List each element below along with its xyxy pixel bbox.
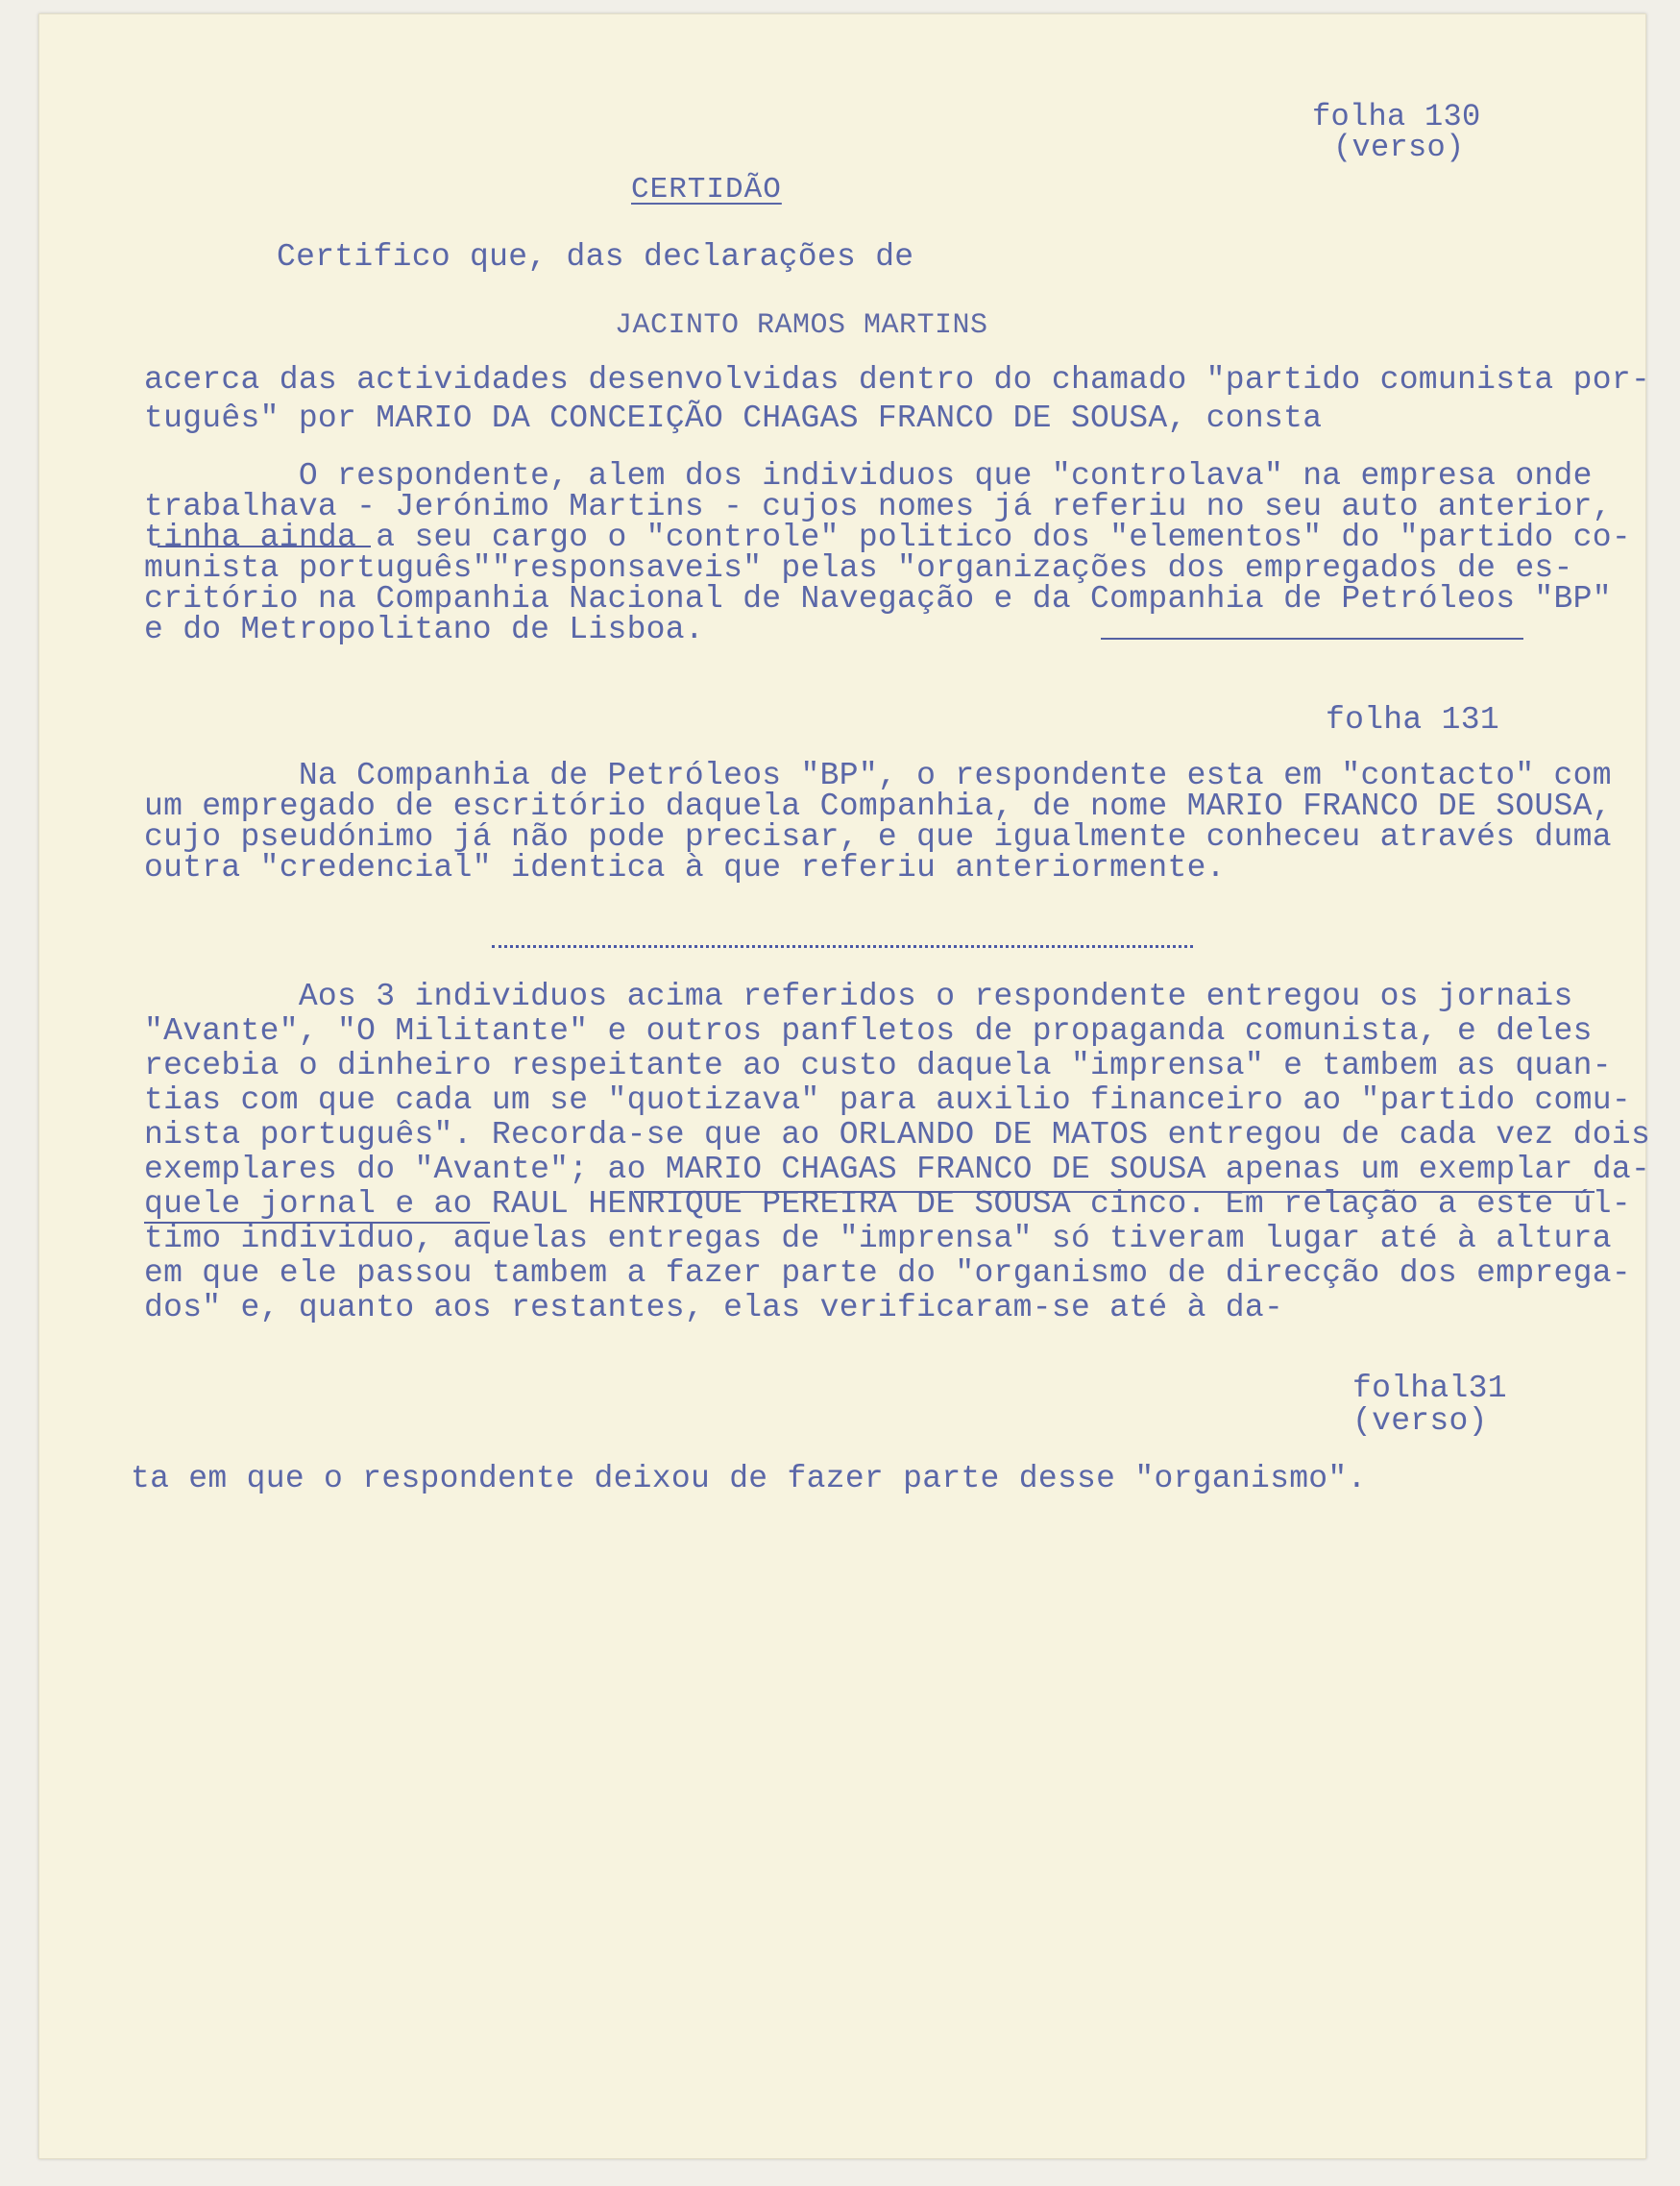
paragraph-3-line: recebia o dinheiro respeitante ao custo daquela "imprensa" e tambem as quan- (144, 1048, 1612, 1083)
paragraph-3-line: dos" e, quanto aos restantes, elas verificaram-se até à da- (144, 1290, 1284, 1325)
paragraph-1-line: tinha ainda a seu cargo o "controle" politico dos "elementos" do "partido co- (144, 520, 1631, 555)
section-separator (492, 945, 1193, 948)
paragraph-1-line: munista português""responsaveis" pelas "organizações dos empregados de es- (144, 550, 1573, 586)
ink-underline (1101, 638, 1523, 640)
intro-line-1: Certifico que, das declarações de (277, 239, 914, 275)
folio-131-verso-sub: (verso) (1352, 1403, 1488, 1439)
paragraph-2-line: outra "credencial" identica à que referiu anteriormente. (144, 850, 1226, 886)
folio-130-verso: (verso) (1333, 130, 1465, 165)
closing-line: ta em que o respondente deixou de fazer parte desse "organismo". (131, 1461, 1367, 1496)
paragraph-3-line: em que ele passou tambem a fazer parte do "organismo de direcção dos emprega- (144, 1255, 1631, 1291)
paragraph-1-line: O respondente, alem dos individuos que "controlava" na empresa onde (144, 458, 1593, 494)
folio-130-label: folha 130 (1312, 99, 1481, 134)
paragraph-3-line: "Avante", "O Militante" e outros panfletos de propaganda comunista, e deles (144, 1013, 1593, 1049)
folio-131-label: folha 131 (1326, 702, 1499, 738)
document-title: CERTIDÃO (631, 173, 782, 206)
paragraph-1-line: trabalhava - Jerónimo Martins - cujos nomes já referiu no seu auto anterior, (144, 489, 1612, 524)
paragraph-2-line: um empregado de escritório daquela Companhia, de nome MARIO FRANCO DE SOUSA, (144, 789, 1612, 824)
paragraph-3-line: quele jornal e ao RAUL HENRIQUE PEREIRA DE SOUSA cinco. Em relação a este úl- (144, 1186, 1631, 1222)
paragraph-2-line: Na Companhia de Petróleos "BP", o respondente esta em "contacto" com (144, 758, 1612, 793)
intro-line-3: tuguês" por MARIO DA CONCEIÇÃO CHAGAS FRANCO DE SOUSA, consta (144, 401, 1323, 436)
ink-underline (158, 546, 371, 547)
declarant-name: JACINTO RAMOS MARTINS (615, 309, 988, 342)
paragraph-1-line: critório na Companhia Nacional de Navegação e da Companhia de Petróleos "BP" (144, 581, 1612, 617)
paragraph-3-line: Aos 3 individuos acima referidos o respondente entregou os jornais (144, 979, 1573, 1014)
paragraph-3-line: tias com que cada um se "quotizava" para auxilio financeiro ao "partido comu- (144, 1082, 1631, 1118)
ink-underline (634, 1191, 1595, 1193)
paragraph-2-line: cujo pseudónimo já não pode precisar, e que igualmente conheceu através duma (144, 819, 1612, 855)
paragraph-3-line: exemplares do "Avante"; ao MARIO CHAGAS FRANCO DE SOUSA apenas um exemplar da- (144, 1152, 1651, 1187)
folio-131-verso-label: folhal31 (1352, 1371, 1507, 1406)
paragraph-3-line: nista português". Recorda-se que ao ORLANDO DE MATOS entregou de cada vez dois (144, 1117, 1651, 1153)
intro-line-2: acerca das actividades desenvolvidas dentro do chamado "partido comunista por- (144, 362, 1651, 398)
paragraph-3-line: timo individuo, aquelas entregas de "imprensa" só tiveram lugar até à altura (144, 1221, 1612, 1256)
ink-underline (144, 1222, 490, 1224)
paragraph-1-line: e do Metropolitano de Lisboa. (144, 612, 704, 647)
